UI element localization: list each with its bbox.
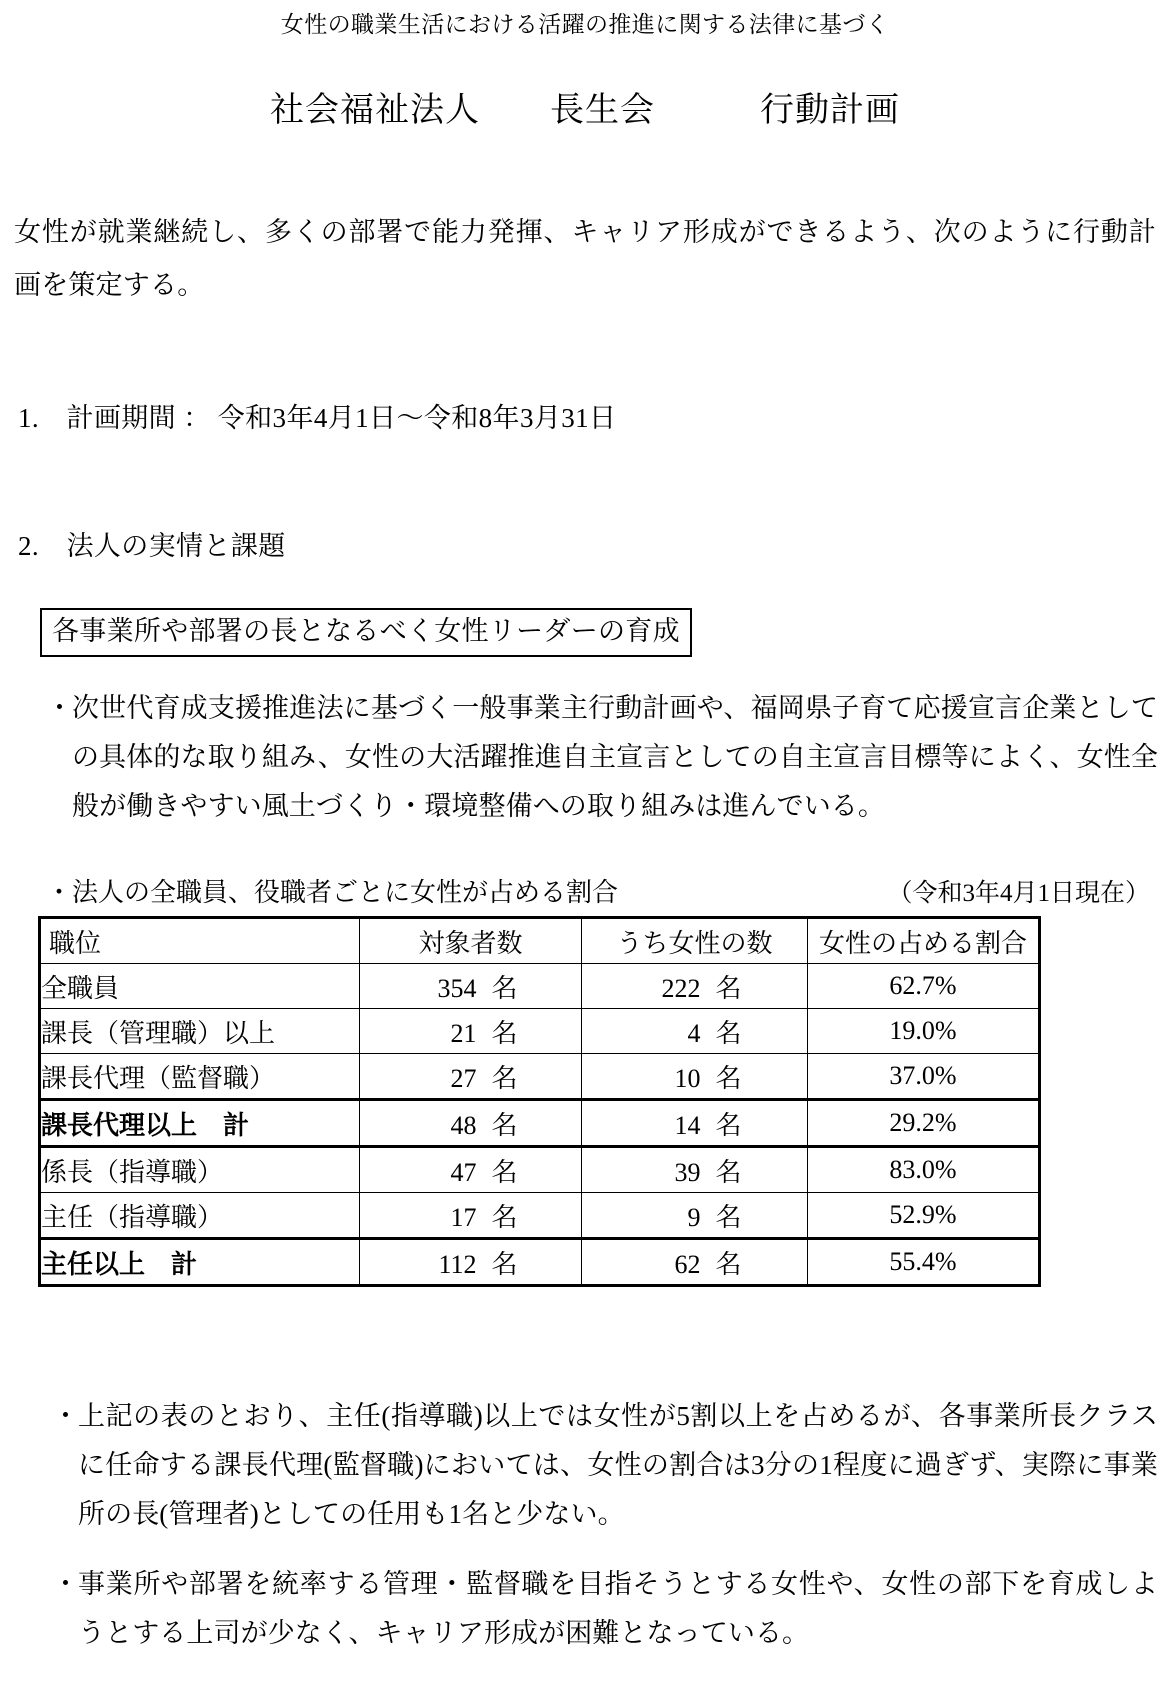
cell-total-value: 48 (450, 1110, 477, 1140)
cell-total-value: 21 (450, 1018, 477, 1048)
section-2-situation-and-issues: 2. 法人の実情と課題 (18, 531, 286, 561)
cell-ratio: 55.4% (808, 1239, 1040, 1286)
table-row (40, 964, 1040, 1009)
table-header-row (40, 918, 1040, 964)
bullet-text: 事業所や部署を統率する管理・監督職を目指そうとする女性や、女性の部下を育成しようとする上司が少なく、キャリア形成が困難となっている。 (78, 1569, 1158, 1648)
cell-women-unit: 名 (715, 973, 742, 1003)
table-row (40, 1193, 1040, 1239)
bullet-item-analysis (52, 1392, 1158, 1539)
cell-women-unit: 名 (715, 1202, 742, 1232)
cell-position: 全職員 (40, 964, 360, 1009)
cell-women-value: 14 (674, 1110, 701, 1140)
cell-ratio: 37.0% (808, 1054, 1040, 1100)
cell-total (360, 1100, 582, 1147)
page-title: 社会福祉法人 長生会 行動計画 (270, 92, 900, 129)
cell-total-unit: 名 (491, 973, 518, 1003)
cell-ratio: 52.9% (808, 1193, 1040, 1239)
cell-total (360, 964, 582, 1009)
column-header-women: うち女性の数 (582, 918, 808, 964)
cell-total-unit: 名 (491, 1157, 518, 1187)
cell-ratio: 29.2% (808, 1100, 1040, 1147)
cell-women (582, 1239, 808, 1286)
cell-total-unit: 名 (491, 1018, 518, 1048)
cell-ratio: 62.7% (808, 964, 1040, 1009)
cell-position: 課長代理（監督職） (40, 1054, 360, 1100)
cell-women-value: 4 (687, 1018, 701, 1048)
cell-ratio: 19.0% (808, 1009, 1040, 1054)
cell-position: 主任以上 計 (40, 1239, 360, 1286)
cell-women (582, 1100, 808, 1147)
cell-total-unit: 名 (491, 1202, 518, 1232)
cell-position: 係長（指導職） (40, 1147, 360, 1193)
cell-total-value: 47 (450, 1157, 477, 1187)
column-header-total: 対象者数 (360, 918, 582, 964)
cell-total-value: 112 (438, 1249, 477, 1279)
cell-women (582, 1054, 808, 1100)
table-caption-date: （令和3年4月1日現在） (887, 880, 1150, 907)
cell-position: 課長代理以上 計 (40, 1100, 360, 1147)
cell-total (360, 1193, 582, 1239)
bullet-text: 上記の表のとおり、主任(指導職)以上では女性が5割以上を占めるが、各事業所長クラスに任命する課長代理(監督職)においては、女性の割合は3分の1程度に過ぎず、実際に事業所の長(管理者)としての任用も1名と少ない。 (78, 1401, 1158, 1529)
bullet-item-career-difficulty (52, 1560, 1158, 1658)
cell-total (360, 1147, 582, 1193)
cell-position: 課長（管理職）以上 (40, 1009, 360, 1054)
table-caption-label: ・法人の全職員、役職者ごとに女性が占める割合 (46, 878, 619, 907)
table-row (40, 1009, 1040, 1054)
cell-total-unit: 名 (491, 1110, 518, 1140)
cell-total (360, 1054, 582, 1100)
cell-women-value: 222 (661, 973, 701, 1003)
cell-women (582, 964, 808, 1009)
cell-total-unit: 名 (491, 1249, 518, 1279)
cell-total (360, 1239, 582, 1286)
cell-total-value: 27 (450, 1063, 477, 1093)
cell-women (582, 1009, 808, 1054)
bullet-marker-icon: ・ (52, 1401, 79, 1431)
cell-women-value: 39 (674, 1157, 701, 1187)
cell-total-value: 17 (450, 1202, 477, 1232)
cell-women-unit: 名 (715, 1157, 742, 1187)
cell-ratio: 83.0% (808, 1147, 1040, 1193)
table-row (40, 1054, 1040, 1100)
bullet-marker-icon: ・ (46, 693, 73, 723)
document-subtitle: 女性の職業生活における活躍の推進に関する法律に基づく (280, 12, 890, 37)
cell-women-unit: 名 (715, 1110, 742, 1140)
cell-women (582, 1147, 808, 1193)
table-row (40, 1147, 1040, 1193)
bullet-item-existing-efforts (46, 684, 1158, 831)
bullet-marker-icon: ・ (52, 1569, 79, 1599)
boxed-heading-leader-development: 各事業所や部署の長となるべく女性リーダーの育成 (40, 608, 692, 657)
table-caption (46, 872, 1150, 909)
cell-women-unit: 名 (715, 1063, 742, 1093)
cell-women-value: 10 (674, 1063, 701, 1093)
cell-women-unit: 名 (715, 1018, 742, 1048)
cell-women-value: 9 (687, 1202, 701, 1232)
bullet-text: 次世代育成支援推進法に基づく一般事業主行動計画や、福岡県子育て応援宣言企業としての具体的な取り組み、女性の大活躍推進自主宣言としての自主宣言目標等によく、女性全般が働きやすい風土づくり・環境整備への取り組みは進んでいる。 (72, 693, 1158, 821)
cell-total-unit: 名 (491, 1063, 518, 1093)
column-header-ratio: 女性の占める割合 (808, 918, 1040, 964)
table-row (40, 1239, 1040, 1286)
cell-position: 主任（指導職） (40, 1193, 360, 1239)
table-row (40, 1100, 1040, 1147)
cell-women-unit: 名 (715, 1249, 742, 1279)
section-1-plan-period: 1. 計画期間 ： 令和3年4月1日～令和8年3月31日 (18, 403, 617, 433)
female-ratio-table (38, 916, 1041, 1287)
cell-women-value: 62 (674, 1249, 701, 1279)
column-header-position: 職位 (40, 918, 360, 964)
cell-total (360, 1009, 582, 1054)
cell-total-value: 354 (437, 973, 477, 1003)
cell-women (582, 1193, 808, 1239)
intro-paragraph: 女性が就業継続し、多くの部署で能力発揮、キャリア形成ができるよう、次のように行動計画を策定する。 (14, 217, 1156, 300)
